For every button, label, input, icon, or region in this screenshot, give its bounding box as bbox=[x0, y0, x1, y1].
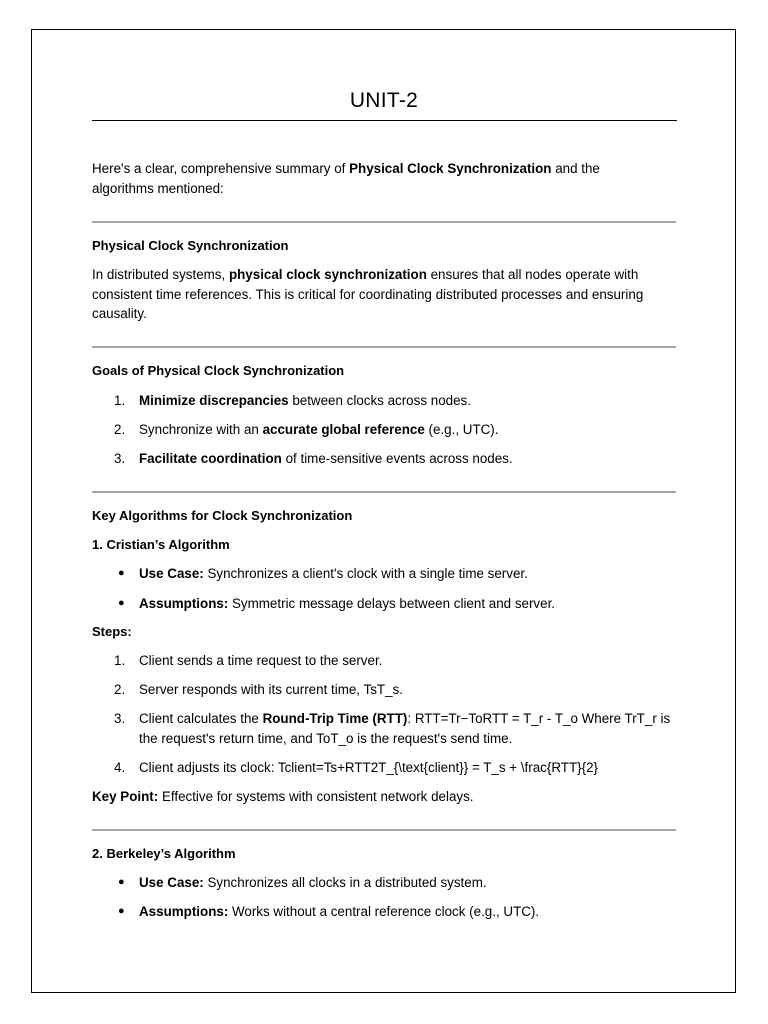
section-heading-pcs: Physical Clock Synchronization bbox=[92, 238, 289, 253]
cristian-bullet: ● Use Case: Synchronizes a client's clock with a single time server. bbox=[92, 564, 678, 584]
step-item: 1. Client sends a time request to the server. bbox=[114, 653, 383, 668]
berkeley-bullet: ● Assumptions: Works without a central reference clock (e.g., UTC). bbox=[92, 902, 678, 922]
berkeley-bullet: ● Use Case: Synchronizes all clocks in a distributed system. bbox=[92, 873, 678, 893]
berkeley-heading: 2. Berkeley’s Algorithm bbox=[92, 846, 236, 861]
step-item: 4. Client adjusts its clock: Tclient=Ts+RTT2T_{\text{client}} = T_s + \frac{RTT}{2} bbox=[114, 760, 598, 775]
step-item: 3. Client calculates the Round-Trip Time (RTT): RTT=Tr−ToRTT = T_r - T_o Where TrT_r is the request's return time, and ToT_o is the request's send time. bbox=[114, 711, 671, 746]
section-divider bbox=[92, 221, 676, 223]
goal-item: 1. Minimize discrepancies between clocks across nodes. bbox=[114, 393, 471, 408]
section-divider bbox=[92, 829, 676, 831]
intro-paragraph: Here's a clear, comprehensive summary of Physical Clock Synchronization and the algorithms mentioned: bbox=[92, 161, 600, 196]
pcs-paragraph: In distributed systems, physical clock synchronization ensures that all nodes operate with consistent time references. This is critical for coordinating distributed processes and ensuring causality. bbox=[92, 267, 644, 321]
key-point: Key Point: Effective for systems with consistent network delays. bbox=[92, 789, 474, 804]
title-underline bbox=[92, 120, 677, 121]
step-item: 2. Server responds with its current time, TsT_s. bbox=[114, 682, 403, 697]
bullet-icon: ● bbox=[118, 567, 125, 579]
section-heading-algorithms: Key Algorithms for Clock Synchronization bbox=[92, 508, 353, 523]
goal-item: 3. Facilitate coordination of time-sensitive events across nodes. bbox=[114, 451, 513, 466]
section-divider bbox=[92, 491, 676, 493]
bullet-icon: ● bbox=[118, 905, 125, 917]
section-heading-goals: Goals of Physical Clock Synchronization bbox=[92, 363, 345, 378]
bullet-icon: ● bbox=[118, 597, 125, 609]
goal-item: 2. Synchronize with an accurate global reference (e.g., UTC). bbox=[114, 422, 499, 437]
cristian-bullet: ● Assumptions: Symmetric message delays between client and server. bbox=[92, 594, 678, 614]
section-divider bbox=[92, 346, 676, 348]
cristian-heading: 1. Cristian’s Algorithm bbox=[92, 537, 230, 552]
page-title: UNIT-2 bbox=[349, 89, 419, 112]
bullet-icon: ● bbox=[118, 876, 125, 888]
steps-label: Steps: bbox=[92, 624, 132, 639]
